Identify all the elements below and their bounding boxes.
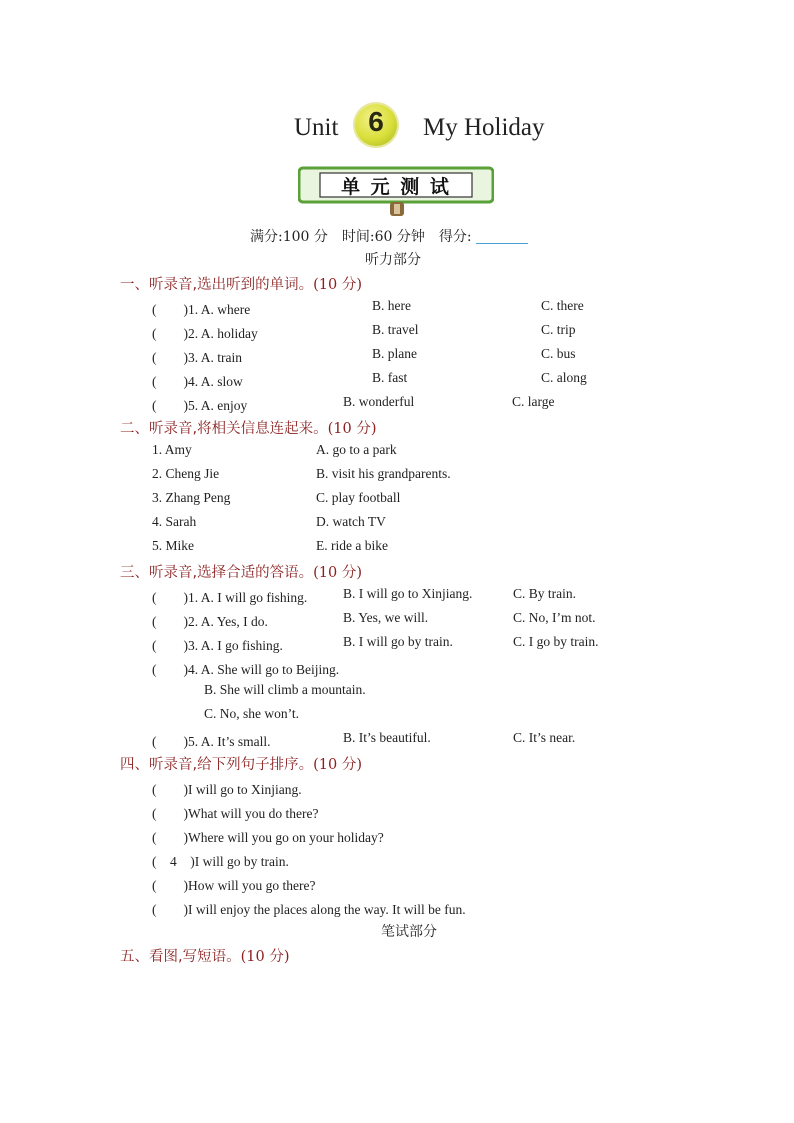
q1-3-b: B. plane: [372, 346, 417, 361]
section-1-title: 一、听录音,选出听到的单词。: [120, 277, 314, 293]
q2-right-1: A. go to a park: [316, 442, 397, 457]
q3-5-c: C. It’s near.: [513, 730, 576, 745]
section-5-title: 五、看图,写短语。: [120, 949, 241, 965]
q1-3-c: C. bus: [541, 346, 576, 361]
q3-5-b: B. It’s beautiful.: [343, 730, 431, 745]
q2-left-4: 4. Sarah: [152, 514, 197, 529]
section-2-title: 二、听录音,将相关信息连起来。: [120, 421, 328, 437]
q1-4-b: B. fast: [372, 370, 408, 385]
q1-1-stem: ( )1. A. where: [152, 302, 251, 317]
q4-sentence-3: ( )Where will you go on your holiday?: [152, 830, 384, 845]
q3-2-c: C. No, I’m not.: [513, 610, 596, 625]
q2-left-2: 2. Cheng Jie: [152, 466, 220, 481]
q1-2-stem: ( )2. A. holiday: [152, 326, 258, 341]
q3-3-b: B. I will go by train.: [343, 634, 453, 649]
score-blank[interactable]: [476, 229, 528, 244]
section-4-heading: [120, 753, 362, 774]
q1-2-c: C. trip: [541, 322, 576, 337]
q4-sentence-5: ( )How will you go there?: [152, 878, 316, 893]
q1-5-b: B. wonderful: [343, 394, 415, 409]
q1-3-stem: ( )3. A. train: [152, 350, 242, 365]
q2-left-3: 3. Zhang Peng: [152, 490, 231, 505]
unit-title: My Holiday: [423, 114, 545, 141]
section-2-points: (10 分): [327, 421, 377, 437]
score-info: [250, 226, 528, 246]
test-banner: [298, 166, 494, 212]
q2-left-1: 1. Amy: [152, 442, 192, 457]
q4-sentence-2: ( )What will you do there?: [152, 806, 319, 821]
section-5-points: (10 分): [240, 949, 290, 965]
unit-label: Unit: [294, 114, 339, 141]
q4-sentence-6: ( )I will enjoy the places along the way. It will be fun.: [152, 902, 466, 917]
q2-right-2: B. visit his grandparents.: [316, 466, 451, 481]
q1-1-c: C. there: [541, 298, 584, 313]
section-4-title: 四、听录音,给下列句子排序。: [120, 757, 314, 773]
q4-sentence-1: ( )I will go to Xinjiang.: [152, 782, 302, 797]
q1-1-b: B. here: [372, 298, 411, 313]
writing-part-heading: 笔试部分: [381, 924, 437, 940]
q3-1-c: C. By train.: [513, 586, 576, 601]
section-3-points: (10 分): [313, 565, 362, 581]
q3-3-a: ( )3. A. I go fishing.: [152, 638, 283, 653]
q1-4-stem: ( )4. A. slow: [152, 374, 243, 389]
score-info-text: 满分:100 分 时间:60 分钟 得分:: [250, 229, 472, 245]
banner-text: 单 元 测 试: [341, 176, 451, 198]
q3-5-a: ( )5. A. It’s small.: [152, 734, 271, 749]
section-3-heading: [120, 561, 362, 582]
q1-4-c: C. along: [541, 370, 587, 385]
section-1-points: (10 分): [313, 277, 362, 293]
q4-sentence-4: ( 4 )I will go by train.: [152, 854, 289, 869]
q1-5-stem: ( )5. A. enjoy: [152, 398, 248, 413]
q1-2-b: B. travel: [372, 322, 419, 337]
q3-3-c: C. I go by train.: [513, 634, 599, 649]
unit-number: 6: [368, 106, 384, 137]
q3-4-c: C. No, she won’t.: [204, 706, 300, 721]
q3-2-a: ( )2. A. Yes, I do.: [152, 614, 268, 629]
q2-right-3: C. play football: [316, 490, 401, 505]
q3-2-b: B. Yes, we will.: [343, 610, 429, 625]
section-5-heading: [120, 945, 289, 966]
q2-right-5: E. ride a bike: [316, 538, 388, 553]
q3-4-a: ( )4. A. She will go to Beijing.: [152, 662, 340, 677]
q3-1-b: B. I will go to Xinjiang.: [343, 586, 473, 601]
unit-number-badge: [355, 104, 397, 146]
q3-1-a: ( )1. A. I will go fishing.: [152, 590, 308, 605]
q2-right-4: D. watch TV: [316, 514, 386, 529]
q3-4-b: B. She will climb a mountain.: [204, 682, 366, 697]
q2-left-5: 5. Mike: [152, 538, 194, 553]
listening-part-heading: 听力部分: [365, 252, 421, 268]
q1-5-c: C. large: [512, 394, 555, 409]
section-3-title: 三、听录音,选择合适的答语。: [120, 565, 314, 581]
section-4-points: (10 分): [313, 757, 362, 773]
section-1-heading: [120, 273, 362, 294]
section-2-heading: [120, 417, 376, 438]
